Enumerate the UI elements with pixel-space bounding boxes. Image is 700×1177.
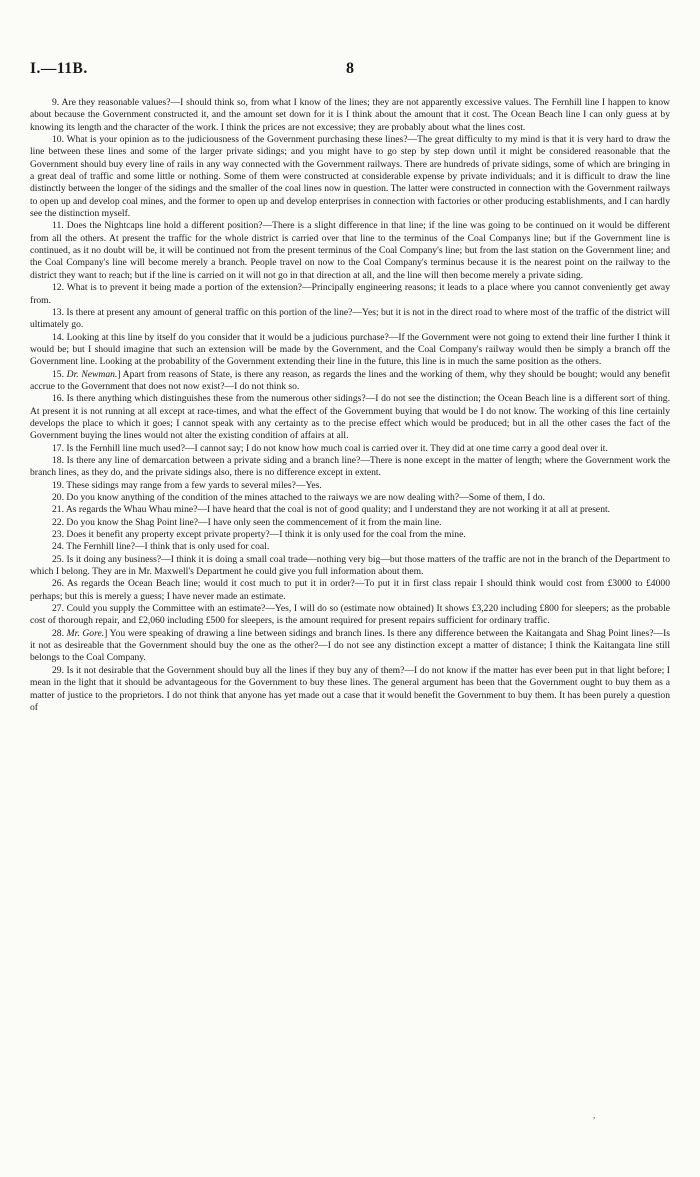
page-number: 8	[346, 60, 354, 77]
paragraph: 26. As regards the Ocean Beach line; would it cost much to put it in order?—To put it in first class repair I should think would cost from £3000 to £4000 perhaps; but this is merely a guess; I have never made an estimate.	[30, 578, 670, 602]
paragraph: 18. Is there any line of demarcation between a private siding and a branch line?—There is none except in the matter of length; where the Government work the branch lines, as they do, and the private sidings also, there is no difference except in extent.	[30, 454, 670, 479]
speaker-bracket: ]	[104, 627, 108, 639]
paragraph-text: Apart from reasons of State, is there any reason, as regards the lines and the working of them, why they should be bought; would any benefit accrue to the Government that does not now exist?—I do not think so.	[30, 368, 670, 392]
page-header	[30, 60, 670, 82]
paragraph	[30, 628, 670, 665]
margin-mark: ,	[593, 1110, 596, 1120]
document-body	[30, 97, 670, 714]
paragraph-number: 15.	[52, 368, 67, 380]
paragraph: 12. What is to prevent it being made a portion of the extension?—Principally engineering reasons; it leads to a place where you cannot conveniently get away from.	[30, 282, 670, 306]
paragraph-text: You were speaking of drawing a line between sidings and branch lines. Is there any difference between the Kaitangata and Shag Point lines?—Is it not as desireable that the Government should buy the one as the other?—I do not see any distinction except a matter of distance; I think the Kaitangata line still belongs to the Coal Company.	[30, 627, 671, 664]
paragraph: 14. Looking at this line by itself do you consider that it would be a judicious purchase?—If the Government were not going to extend their line further I think it would be; but I should imagine that such an extension will be made by the Government, and the Coal Company's railway would then be simply a branch off the Government line. Looking at the probability of the Government extending their line in the future, this line is in much the same position as the others.	[30, 331, 670, 368]
paragraph: 24. The Fernhill line?—I think that is only used for coal.	[52, 541, 270, 553]
paragraph: 19. These sidings may range from a few yards to several miles?—Yes.	[52, 479, 322, 491]
document-reference: I.—11B.	[30, 60, 88, 77]
paragraph: 21. As regards the Whau Whau mine?—I have heard that the coal is not of good quality; and I understand they are not working it at all at present.	[52, 504, 611, 516]
paragraph: 27. Could you supply the Committee with an estimate?—Yes, I will do so (estimate now obtained) It shows £3,220 including £800 for sleepers; as the probable cost of thorough repair, and £2,060 including £500 for sleepers, is the amount required for present repairs sufficient for ordinary traffic.	[30, 603, 670, 627]
paragraph: 13. Is there at present any amount of general traffic on this portion of the line?—Yes; but it is not in the direct road to where most of the traffic of the district will ultimately go.	[30, 306, 670, 331]
paragraph: 11. Does the Nightcaps line hold a different position?—There is a slight difference in that line; if the line was going to be continued on it would be different from all the others. At present the traffic for the whole district is carried over that line to the terminus of the Coal Companys line; but if the Government line is continued, as it no doubt will be, it will be continued not from the present terminus of the Coal Company's line; but from the last station on the Government line; and the Coal Company's line will become merely a branch. People travel on now to the Coal Company's terminus because it is the nearest point on the railway to the district they want to reach; but if the line is carried on it will not go in that direction at all, and the line will then become merely a private siding.	[30, 220, 670, 281]
speaker-name: Mr. Gore.	[66, 627, 105, 639]
paragraph: 17. Is the Fernhill line much used?—I cannot say; I do not know how much coal is carried over it. They did at one time carry a good deal over it.	[52, 442, 608, 454]
speaker-name: Dr. Newman.	[66, 368, 118, 380]
paragraph: 29. Is it not desirable that the Government should buy all the lines if they buy any of them?—I do not know if the matter has ever been put in that light before; I mean in the light that it should be advantageous for the Government to buy these lines. The general argument has been that the Government ought to buy them as a matter of justice to the proprietors. I do not think that anyone has yet made out a case that it would benefit the Government to buy them. It has been purely a question of	[30, 664, 670, 713]
paragraph: 22. Do you know the Shag Point line?—I have only seen the commencement of it from the main line.	[52, 516, 442, 528]
paragraph: 16. Is there anything which distinguishes these from the numerous other sidings?—I do not see the distinction; the Ocean Beach line is a different sort of thing. At present it is not running at all except at race-times, and what the effect of the Government buying that would be I do not know. The working of this line certainly develops the place to which it goes; I cannot speak with any certainty as to the precise effect which would be produced; but in all the other cases the fact of the Government buying the lines would not alter the existing condition of affairs at all.	[30, 393, 670, 442]
paragraph: 10. What is your opinion as to the judiciousness of the Government purchasing these lines?—The great difficulty to my mind is that it is very hard to draw the line between these lines and some of the larger private sidings; and you might have to go step by step down until it might be considered reasonable that the Government should buy every line of rails in any way connected with the Government railways. There are hundreds of private sidings, some of which are bringing in a great deal of traffic and some little or nothing. Some of them were constructed at considerable expense by private individuals; and it is difficult to draw the line distinctly between the longer of the sidings and the smaller of the coal lines now in question. The latter were constructed in connection with the Government railways to open up and develop coal mines, and the former to open up and develop enterprises in connection with factories or other producing establishments, and I can hardly see the distinction myself.	[30, 134, 670, 220]
paragraph	[30, 369, 670, 394]
paragraph: 23. Does it benefit any property except private property?—I think it is only used for the coal from the mine.	[52, 529, 466, 541]
paragraph-number: 28.	[52, 627, 67, 639]
paragraph: 20. Do you know anything of the condition of the mines attached to the raiways we are now dealing with?—Some of them, I do.	[52, 492, 545, 503]
paragraph: 25. Is it doing any business?—I think it is doing a small coal trade—nothing very big—but those matters of the traffic are not in the branch of the Department to which I belong. They are in Mr. Maxwell's Department he could give you full information about them.	[30, 553, 670, 578]
paragraph: 9. Are they reasonable values?—I should think so, from what I know of the lines; they are not apparently excessive values. The Fernhill line I happen to know about because the Government constructed it, and the amount set down for it is I think about the amount that it cost. The Ocean Beach line I can only guess at by knowing its length and the character of the work. I think the prices are not excessive; they are probably about what the lines cost.	[30, 97, 670, 133]
speaker-bracket: ]	[117, 368, 121, 380]
